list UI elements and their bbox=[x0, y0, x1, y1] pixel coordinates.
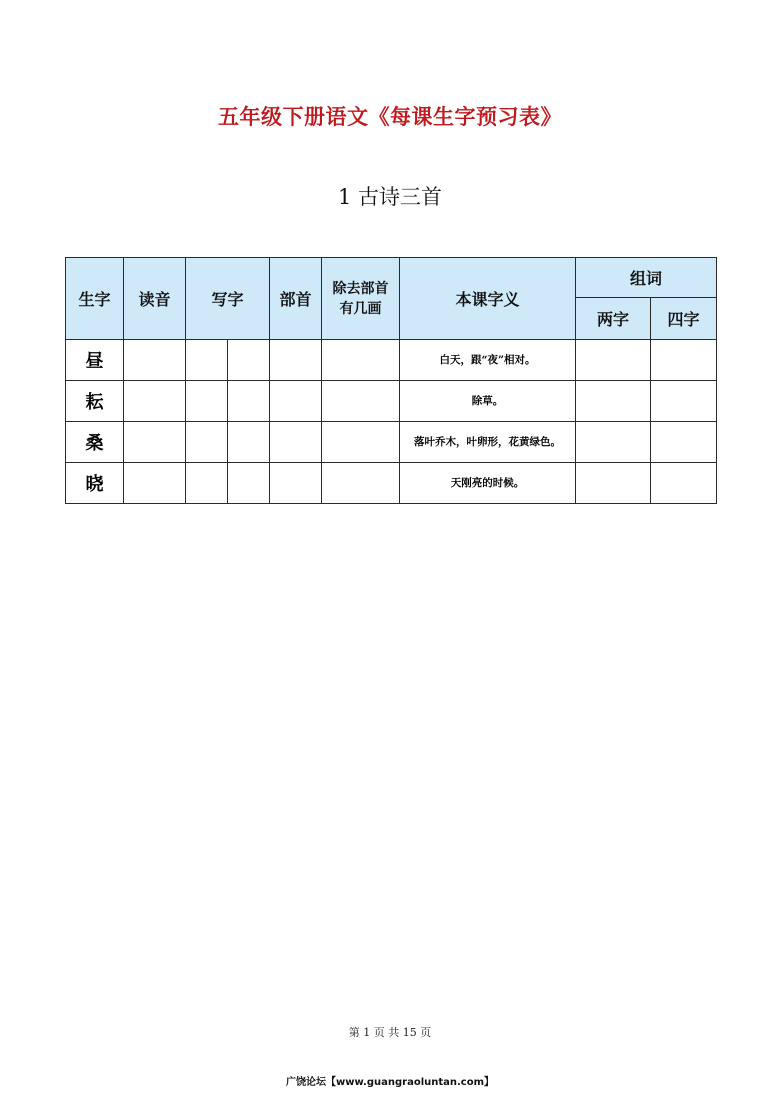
four-char-word-input-cell[interactable] bbox=[651, 340, 717, 381]
table-row bbox=[66, 381, 717, 422]
pronunciation-input-cell[interactable] bbox=[124, 340, 186, 381]
vocab-table bbox=[65, 257, 717, 504]
header-char: 生字 bbox=[66, 258, 124, 340]
header-words: 组词 bbox=[576, 258, 717, 298]
two-char-word-input-cell[interactable] bbox=[576, 463, 651, 504]
header-writing: 写字 bbox=[186, 258, 270, 340]
pronunciation-input-cell[interactable] bbox=[124, 463, 186, 504]
meaning-cell: 落叶乔木，叶卵形，花黄绿色。 bbox=[400, 422, 576, 463]
strokes-input-cell[interactable] bbox=[322, 463, 400, 504]
radical-input-cell[interactable] bbox=[270, 340, 322, 381]
writing-input-cell[interactable] bbox=[228, 422, 270, 463]
meaning-cell: 除草。 bbox=[400, 381, 576, 422]
header-pronunciation: 读音 bbox=[124, 258, 186, 340]
radical-input-cell[interactable] bbox=[270, 463, 322, 504]
pronunciation-input-cell[interactable] bbox=[124, 422, 186, 463]
table-row bbox=[66, 422, 717, 463]
four-char-word-input-cell[interactable] bbox=[651, 422, 717, 463]
writing-input-cell[interactable] bbox=[186, 422, 228, 463]
header-radical: 部首 bbox=[270, 258, 322, 340]
char-cell: 昼 bbox=[66, 340, 124, 381]
site-footer: 广饶论坛【www.guangraoluntan.com】 bbox=[285, 1077, 495, 1088]
table-header-row bbox=[66, 258, 717, 298]
header-meaning: 本课字义 bbox=[400, 258, 576, 340]
writing-input-cell[interactable] bbox=[186, 463, 228, 504]
document-title: 五年级下册语文《每课生字预习表》 bbox=[218, 105, 562, 129]
lesson-title: 1 古诗三首 bbox=[337, 185, 443, 209]
meaning-cell: 白天，跟“夜”相对。 bbox=[400, 340, 576, 381]
strokes-input-cell[interactable] bbox=[322, 340, 400, 381]
two-char-word-input-cell[interactable] bbox=[576, 381, 651, 422]
table-row bbox=[66, 340, 717, 381]
header-strokes bbox=[322, 258, 400, 340]
meaning-cell: 天刚亮的时候。 bbox=[400, 463, 576, 504]
four-char-word-input-cell[interactable] bbox=[651, 463, 717, 504]
header-two-char: 两字 bbox=[576, 298, 651, 340]
writing-input-cell[interactable] bbox=[186, 340, 228, 381]
four-char-word-input-cell[interactable] bbox=[651, 381, 717, 422]
two-char-word-input-cell[interactable] bbox=[576, 422, 651, 463]
char-cell: 耘 bbox=[66, 381, 124, 422]
char-cell: 晓 bbox=[66, 463, 124, 504]
pronunciation-input-cell[interactable] bbox=[124, 381, 186, 422]
writing-input-cell[interactable] bbox=[228, 340, 270, 381]
header-strokes-text: 除去部首有几画 bbox=[332, 280, 389, 317]
table-row bbox=[66, 463, 717, 504]
radical-input-cell[interactable] bbox=[270, 381, 322, 422]
char-cell: 桑 bbox=[66, 422, 124, 463]
two-char-word-input-cell[interactable] bbox=[576, 340, 651, 381]
writing-input-cell[interactable] bbox=[228, 381, 270, 422]
radical-input-cell[interactable] bbox=[270, 422, 322, 463]
strokes-input-cell[interactable] bbox=[322, 381, 400, 422]
writing-input-cell[interactable] bbox=[186, 381, 228, 422]
page-number: 第 1 页 共 15 页 bbox=[348, 1026, 432, 1039]
strokes-input-cell[interactable] bbox=[322, 422, 400, 463]
header-four-char: 四字 bbox=[651, 298, 717, 340]
writing-input-cell[interactable] bbox=[228, 463, 270, 504]
